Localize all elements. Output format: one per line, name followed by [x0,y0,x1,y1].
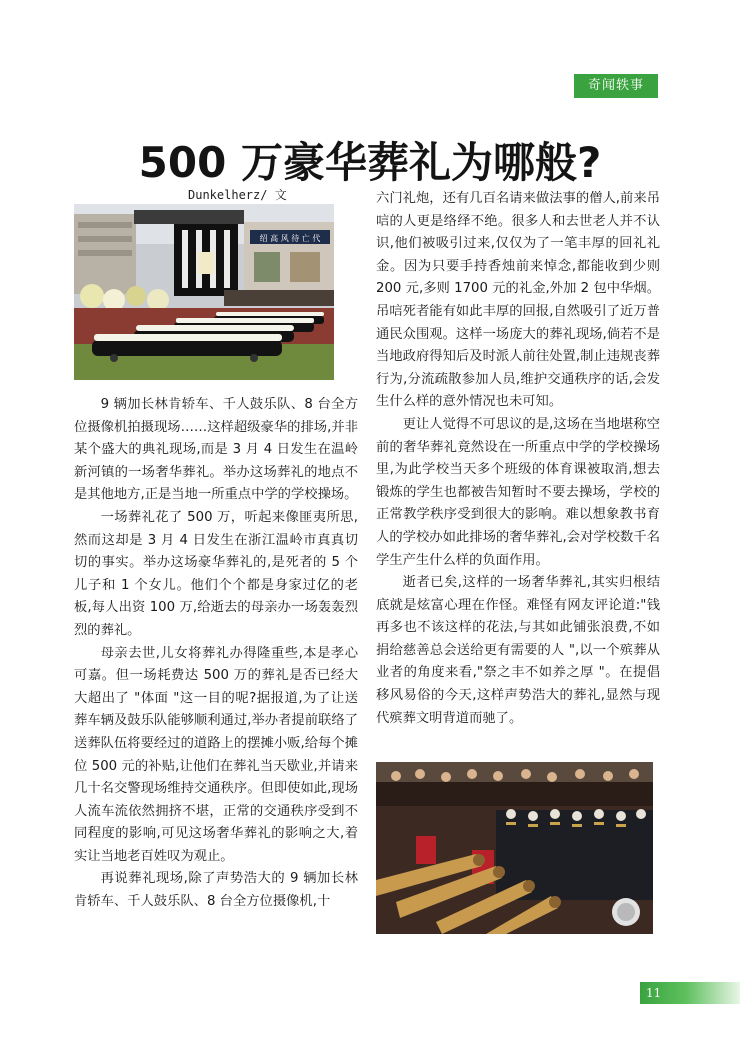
paragraph: 一场葬礼花了 500 万，听起来像匪夷所思,然而这却是 3 月 4 日发生在浙江温岭市真真切切的事实。举办这场豪华葬礼的,是死者的 5 个儿子和 1 个女儿。他们个个都是身家过亿的老板,每人出资 100 万,给逝去的母亲办一场轰轰烈烈的葬礼。 [74,509,358,638]
paragraph: 逝者已矣,这样的一场奢华葬礼,其实归根结底就是炫富心理在作怪。难怪有网友评论道:"钱再多也不该这样的花法,与其如此铺张浪费,不如捐给慈善总会送给更有需要的人 ",以一个殡葬从业者的角度来看,"祭之丰不如养之厚 "。在提倡移风易俗的今天,这样声势浩大的葬礼,显然与现代殡葬文明背道而驰了。 [376,575,660,726]
article-title: 500 万豪华葬礼为哪般? [138,138,602,187]
paragraph: 六门礼炮，还有几百名请来做法事的僧人,前来吊唁的人更是络绎不绝。很多人和去世老人并不认识,他们被吸引过来,仅仅为了一笔丰厚的回礼礼金。因为只要手持香烛前来悼念,都能收到少则 200 元,多则 1700 元的礼金,外加 2 包中华烟。吊唁死者能有如此丰厚的回报,自然吸引了近万普通民众围观。这样一场庞大的葬礼现场,倘若不是当地政府得知后及时派人前往处置,制止违规丧葬行为,分流疏散参加人员,维护交通秩序的话,会发生什么样的意外情况也未可知。 [376,191,660,410]
funeral-banner-text: 绍 高 风 待 亡 代 [259,234,321,243]
section-tag: 奇闻轶事 [574,74,658,98]
article-byline: Dunkelherz/ 文 [188,188,287,202]
article-column-left [74,394,358,914]
paragraph: 更让人觉得不可思议的是,这场在当地堪称空前的奢华葬礼竟然设在一所重点中学的学校操场里,为此学校当天多个班级的体育课被取消,想去锻炼的学生也都被告知暂时不要去操场，学校的正常教学秩序受到很大的影响。难以想象教书育人的学校办如此排场的奢华葬礼,会对学校数千名学生产生什么样的负面作用。 [376,416,660,568]
funeral-band-photo [376,762,653,934]
paragraph: 再说葬礼现场,除了声势浩大的 9 辆加长林肯轿车、千人鼓乐队、8 台全方位摄像机,十 [74,871,358,910]
page-number: 11 [646,986,662,1000]
paragraph: 母亲去世,儿女将葬礼办得隆重些,本是孝心可嘉。但一场耗费达 500 万的葬礼是否已经大大超出了 "体面 "这一目的呢?据报道,为了让送葬车辆及鼓乐队能够顺利通过,举办者提前联络了送葬队伍将要经过的道路上的摆摊小贩,给每个摊位 500 元的补贴,让他们在葬礼当天歇业,并请来几十名交警现场维持交通秩序。但即使如此,现场人流车流依然拥挤不堪，正常的交通秩序受到不同程度的影响,可见这场奢华葬礼的影响之大,着实让当地老百姓叹为观止。 [74,645,358,864]
article-column-right [376,188,660,730]
funeral-limousines-photo [74,204,334,380]
paragraph: 9 辆加长林肯轿车、千人鼓乐队、8 台全方位摄像机拍摄现场……这样超级豪华的排场,并非某个盛大的典礼现场,而是 3 月 4 日发生在温岭新河镇的一场奢华葬礼。举办这场葬礼的地点不是其他地方,正是当地一所重点中学的学校操场。 [74,397,358,503]
